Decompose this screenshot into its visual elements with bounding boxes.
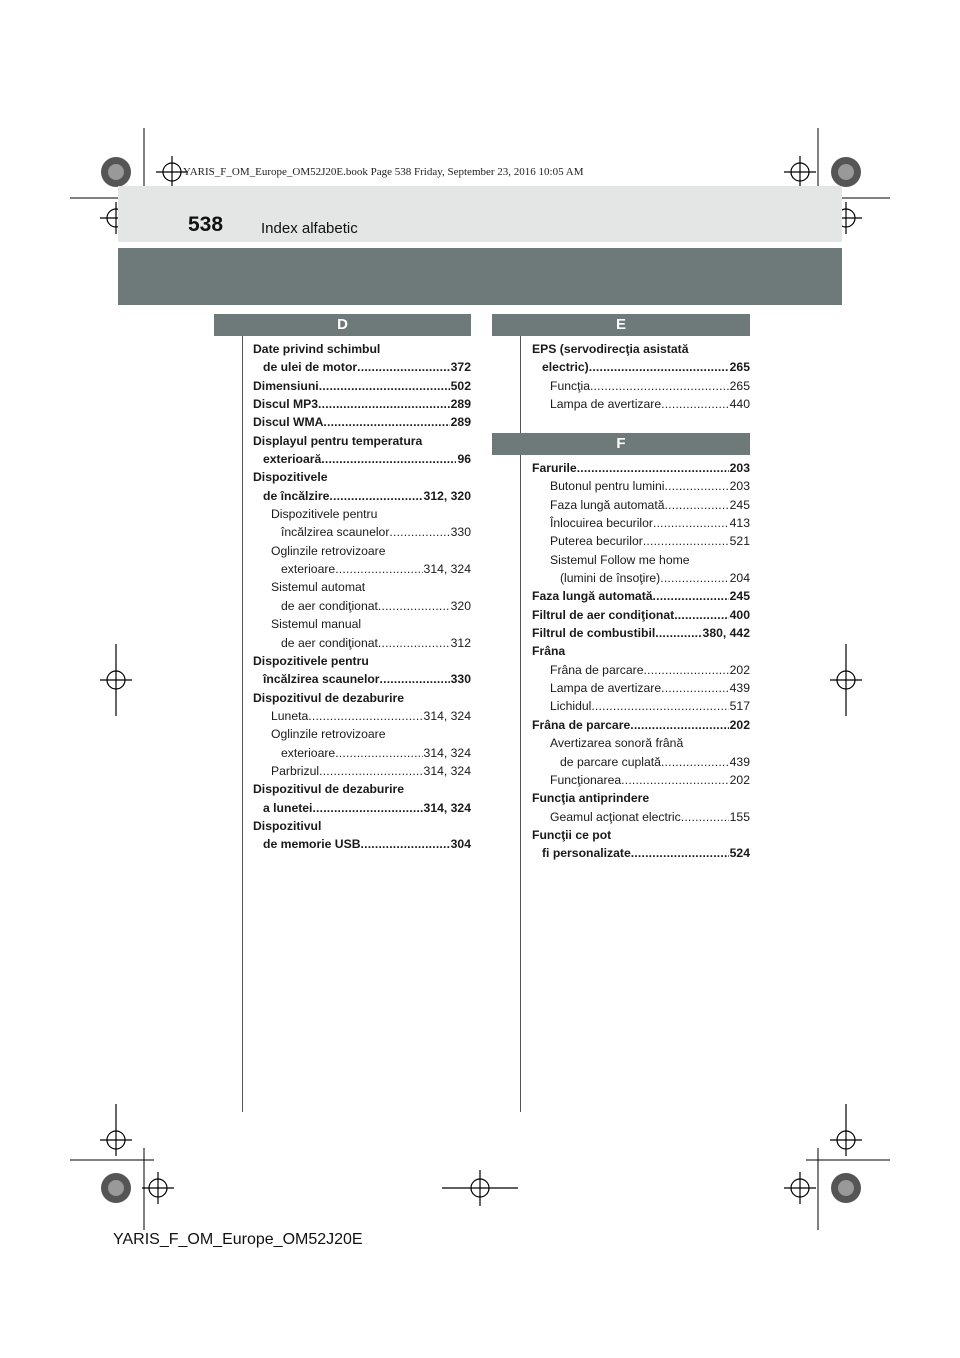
dot-leader <box>312 799 422 817</box>
index-entry-pages: 439 <box>729 754 750 769</box>
index-entry <box>253 780 471 798</box>
index-entry-pages: 320 <box>450 598 471 613</box>
index-entry-label: încălzirea scaunelor <box>281 525 390 540</box>
index-entry-label: Frâna de parcare <box>532 717 631 732</box>
dot-leader <box>674 606 728 624</box>
dot-leader <box>630 716 728 734</box>
document-code: YARIS_F_OM_Europe_OM52J20E <box>113 1231 363 1248</box>
index-entry <box>532 808 750 826</box>
index-entry <box>253 542 471 560</box>
index-entry-label: Luneta <box>271 708 309 723</box>
index-entry-label: Oglinzile retrovizoare <box>271 727 386 742</box>
index-entry <box>532 734 750 752</box>
index-entry <box>253 744 471 762</box>
index-entry <box>253 358 471 376</box>
index-entry <box>532 753 750 771</box>
index-entry-label: Funcţia antiprindere <box>532 791 650 806</box>
dot-leader <box>389 523 449 541</box>
index-entry <box>253 725 471 743</box>
index-entry-pages: 330 <box>450 672 471 687</box>
index-entry <box>253 523 471 541</box>
index-entry-label: Lichidul <box>550 699 592 714</box>
index-entry <box>532 340 750 358</box>
index-entry-label: exterioare <box>281 745 336 760</box>
index-entry-pages: 265 <box>729 378 750 393</box>
dot-leader <box>329 487 422 505</box>
index-entry-label: Farurile <box>532 461 577 475</box>
dot-leader <box>357 358 450 376</box>
index-entry <box>253 487 471 505</box>
index-entry-pages: 380, 442 <box>702 626 750 641</box>
index-entry-label: Dispozitivele pentru <box>253 653 369 668</box>
section-header-d: D <box>214 314 471 336</box>
index-entry <box>532 844 750 862</box>
index-entry <box>532 789 750 807</box>
index-entry <box>532 395 750 413</box>
index-entry-pages: 314, 324 <box>423 763 471 778</box>
index-entry-label: Dispozitivul <box>253 818 322 833</box>
index-entry-label: încălzirea scaunelor <box>263 672 380 687</box>
index-entry <box>532 826 750 844</box>
section-header-e: E <box>492 314 750 336</box>
dot-leader <box>378 634 450 652</box>
index-entry-pages: 202 <box>729 717 750 732</box>
index-entry-label: Sistemul automat <box>271 580 366 595</box>
index-entry-label: Dispozitivele <box>253 470 328 485</box>
index-entry-label: Frâna de parcare <box>550 662 644 677</box>
index-entry-label: Dispozitivul de dezaburire <box>253 690 405 705</box>
index-entry <box>253 615 471 633</box>
index-entry-label: de aer condiţionat <box>281 598 378 613</box>
index-entry <box>532 569 750 587</box>
index-entry-label: Dimensiuni <box>253 378 319 393</box>
index-entry-label: electric) <box>542 360 589 375</box>
index-entry-pages: 204 <box>729 571 750 586</box>
index-entry-label: Geamul acţionat electric <box>550 809 681 824</box>
index-entry <box>253 468 471 486</box>
index-entry <box>532 377 750 395</box>
dot-leader <box>661 753 729 771</box>
index-entry <box>253 377 471 395</box>
index-entry <box>532 587 750 605</box>
index-entry-pages: 203 <box>729 479 750 494</box>
dot-leader <box>631 844 729 862</box>
index-entry-pages: 372 <box>450 360 471 375</box>
index-entries-e <box>532 340 750 413</box>
index-entry-pages: 400 <box>729 607 750 622</box>
index-entry-pages: 304 <box>450 837 471 852</box>
index-entry-label: Frâna <box>532 644 566 659</box>
index-entry-label: (lumini de însoţire) <box>560 571 661 586</box>
index-entry <box>253 395 471 413</box>
index-entry-label: Funcţii ce pot <box>532 827 612 842</box>
index-entry-label: Oglinzile retrovizoare <box>271 543 386 558</box>
index-entry-pages: 314, 324 <box>423 708 471 723</box>
index-entry-label: Parbrizul <box>271 763 320 778</box>
index-entry-label: Înlocuirea becurilor <box>550 516 653 531</box>
index-entry-label: fi personalizate <box>542 846 631 861</box>
dot-leader <box>380 670 450 688</box>
dot-leader <box>644 661 729 679</box>
column-divider-left <box>242 336 243 1112</box>
index-entry-pages: 312, 320 <box>423 488 471 503</box>
index-entry-label: Funcţia <box>550 378 590 393</box>
index-entry-label: Sistemul Follow me home <box>550 552 690 567</box>
index-entry-pages: 289 <box>450 397 471 412</box>
index-entry <box>532 642 750 660</box>
dot-leader <box>335 744 422 762</box>
index-entry-label: a lunetei <box>263 800 313 815</box>
index-entry-pages: 245 <box>729 497 750 512</box>
dot-leader <box>660 569 728 587</box>
page-number: 538 <box>188 213 224 236</box>
index-entry <box>532 358 750 376</box>
section-header-f: F <box>492 433 750 455</box>
index-entry <box>253 835 471 853</box>
dot-leader <box>361 835 450 853</box>
index-entry <box>253 578 471 596</box>
index-entry <box>253 817 471 835</box>
index-entry <box>532 661 750 679</box>
index-entry <box>532 771 750 789</box>
index-entry-pages: 203 <box>729 461 750 475</box>
index-entry-pages: 314, 324 <box>423 562 471 577</box>
index-entry-pages: 517 <box>729 699 750 714</box>
index-entry-pages: 245 <box>729 589 750 604</box>
dot-leader <box>335 560 422 578</box>
index-entry-pages: 155 <box>729 809 750 824</box>
index-entry-label: Date privind schimbul <box>253 342 381 356</box>
dot-leader <box>577 459 729 477</box>
index-entry-pages: 439 <box>729 681 750 696</box>
index-entry-pages: 502 <box>450 378 471 393</box>
index-entry <box>532 532 750 550</box>
index-entry-pages: 521 <box>729 534 750 549</box>
index-entry-pages: 314, 324 <box>423 745 471 760</box>
index-entry-pages: 440 <box>729 397 750 412</box>
index-entry-pages: 314, 324 <box>423 800 471 815</box>
index-entry-pages: 312 <box>450 635 471 650</box>
index-entry-label: Lampa de avertizare <box>550 397 662 412</box>
index-entry <box>253 505 471 523</box>
index-entry <box>253 707 471 725</box>
index-entry-label: Avertizarea sonoră frână <box>550 736 684 751</box>
index-entry <box>532 496 750 514</box>
index-entry-label: Butonul pentru lumini <box>550 479 665 494</box>
index-entry <box>532 551 750 569</box>
dot-leader <box>590 377 729 395</box>
dot-leader <box>589 358 729 376</box>
dot-leader <box>661 679 729 697</box>
index-entry <box>253 432 471 450</box>
section-title: Index alfabetic <box>261 220 358 237</box>
index-entry <box>532 624 750 642</box>
index-entry <box>253 340 471 358</box>
dot-leader <box>321 450 456 468</box>
dot-leader <box>661 395 729 413</box>
dot-leader <box>665 496 729 514</box>
index-entry <box>253 689 471 707</box>
index-entry-label: Lampa de avertizare <box>550 681 662 696</box>
index-entry <box>253 670 471 688</box>
book-file-info: YARIS_F_OM_Europe_OM52J20E.book Page 538 Friday, September 23, 2016 10:05 AM <box>183 166 584 178</box>
index-entry-label: de aer condiţionat <box>281 635 378 650</box>
index-entry-label: exterioară <box>263 452 322 467</box>
index-entry-label: Discul WMA <box>253 415 324 430</box>
index-entry <box>253 762 471 780</box>
index-entry <box>532 477 750 495</box>
dot-leader <box>621 771 729 789</box>
index-entries-f <box>532 459 750 863</box>
index-entry-label: Faza lungă automată <box>532 589 653 604</box>
index-entry-label: Funcţionarea <box>550 772 622 787</box>
index-entry-pages: 202 <box>729 662 750 677</box>
header-band-dark <box>118 248 842 305</box>
index-entry-pages: 96 <box>457 452 471 467</box>
dot-leader <box>323 413 449 431</box>
dot-leader <box>653 587 729 605</box>
header-band-light <box>118 186 842 242</box>
dot-leader <box>655 624 701 642</box>
dot-leader <box>318 395 450 413</box>
index-entry-pages: 202 <box>729 772 750 787</box>
index-entry <box>532 606 750 624</box>
index-entry-pages: 265 <box>729 360 750 375</box>
dot-leader <box>681 808 729 826</box>
dot-leader <box>319 377 450 395</box>
index-entry-label: Faza lungă automată <box>550 497 665 512</box>
index-entry <box>532 459 750 477</box>
dot-leader <box>308 707 422 725</box>
index-entry-pages: 413 <box>729 516 750 531</box>
index-entry-label: Displayul pentru temperatura <box>253 433 423 448</box>
dot-leader <box>665 477 729 495</box>
index-entry-label: EPS (servodirecţia asistată <box>532 342 689 356</box>
index-entry-label: de parcare cuplată <box>560 754 661 769</box>
index-entry-label: Dispozitivul de dezaburire <box>253 782 405 797</box>
index-entry-label: de ulei de motor <box>263 360 358 375</box>
index-entry <box>253 450 471 468</box>
index-entry-label: exterioare <box>281 562 336 577</box>
index-entries-d <box>253 340 471 854</box>
index-entry-label: Filtrul de combustibil <box>532 626 656 641</box>
index-entry-pages: 524 <box>729 846 750 861</box>
dot-leader <box>591 697 728 715</box>
index-entry <box>253 799 471 817</box>
index-entry-label: Dispozitivele pentru <box>271 507 378 522</box>
index-entry-label: Discul MP3 <box>253 397 319 412</box>
index-entry-pages: 289 <box>450 415 471 430</box>
dot-leader <box>643 532 729 550</box>
index-entry-label: Filtrul de aer condiţionat <box>532 607 675 622</box>
index-entry-label: Sistemul manual <box>271 617 362 632</box>
index-entry <box>532 716 750 734</box>
dot-leader <box>653 514 729 532</box>
index-entry <box>532 679 750 697</box>
index-entry <box>253 560 471 578</box>
index-entry-label: de memorie USB <box>263 837 361 852</box>
index-entry-label: Puterea becurilor <box>550 534 643 549</box>
index-entry <box>532 514 750 532</box>
index-entry-pages: 330 <box>450 525 471 540</box>
index-entry <box>253 597 471 615</box>
index-entry <box>253 413 471 431</box>
index-entry-label: de încălzire <box>263 488 330 503</box>
index-entry <box>253 634 471 652</box>
dot-leader <box>319 762 422 780</box>
index-entry <box>532 697 750 715</box>
index-entry <box>253 652 471 670</box>
dot-leader <box>378 597 450 615</box>
